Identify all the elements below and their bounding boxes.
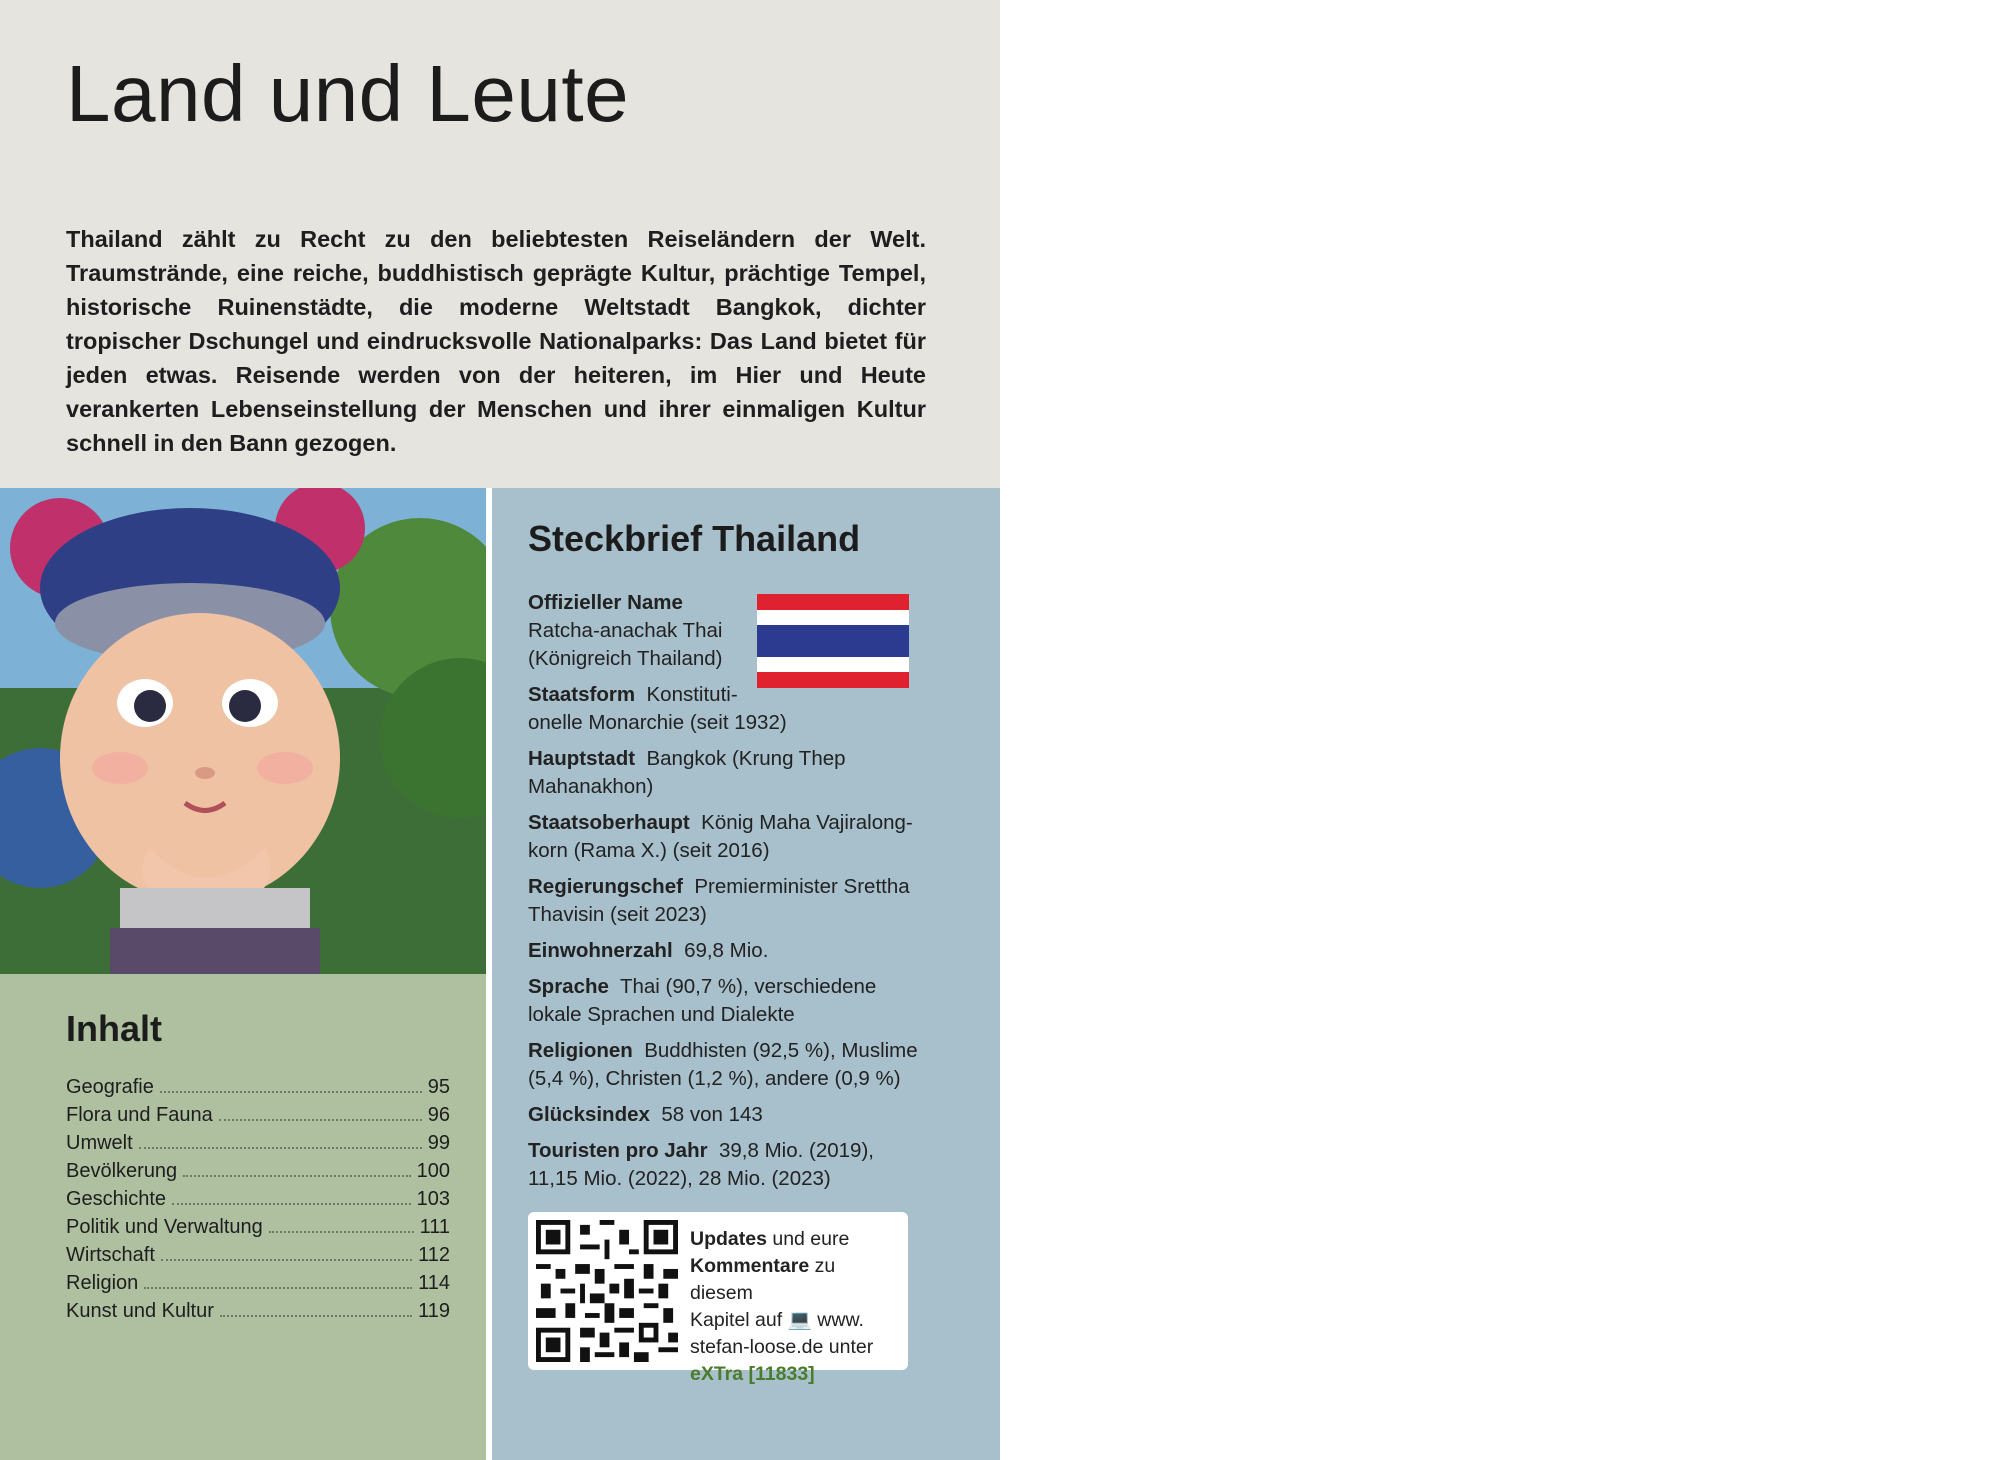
toc-item[interactable]: Politik und Verwaltung 111 xyxy=(66,1216,450,1238)
doll-photo xyxy=(0,488,486,974)
inhalt-title: Inhalt xyxy=(66,1008,162,1049)
fact-gluecksindex: Glücksindex 58 von 143 xyxy=(528,1103,763,1126)
fact-staatsoberhaupt: Staatsoberhaupt König Maha Vajiralong- korn (Rama X.) (seit 2016) xyxy=(528,811,913,862)
table-of-contents xyxy=(66,1076,450,1328)
toc-item[interactable]: Kunst und Kultur 119 xyxy=(66,1300,450,1322)
computer-icon: 💻 xyxy=(787,1309,812,1331)
fact-hauptstadt: Hauptstadt Bangkok (Krung Thep Mahanakhon) xyxy=(528,747,846,798)
intro-text: Thailand zählt zu Recht zu den beliebtesten Reiseländern der Welt. Traumstrände, eine reiche, buddhistisch geprägte Kultur, prächtige Tempel, historische Ruinenstädte, die moderne Weltstadt Bangkok, dichter tropischer Dschungel und eindrucksvolle Nationalparks: Das Land bietet für jeden etwas. Reisende werden von der heiteren, im Hier und Heute verankerten Lebenseinstellung der Menschen und ihrer einmaligen Kultur schnell in den Bann gezogen. xyxy=(66,226,926,456)
fact-religionen: Religionen Buddhisten (92,5 %), Muslime (5,4 %), Christen (1,2 %), andere (0,9 %) xyxy=(528,1039,918,1090)
toc-item[interactable]: Religion 114 xyxy=(66,1272,450,1294)
qr-text: Updates und eure Kommentare zu diesem Kapitel auf 💻 www. stefan-loose.de unter eXTra [11833] xyxy=(690,1228,874,1385)
fact-touristen: Touristen pro Jahr 39,8 Mio. (2019), 11,15 Mio. (2022), 28 Mio. (2023) xyxy=(528,1139,874,1190)
right-page xyxy=(1000,0,2000,1460)
fact-einwohnerzahl: Einwohnerzahl 69,8 Mio. xyxy=(528,939,769,962)
qr-code-icon[interactable] xyxy=(536,1220,678,1362)
toc-item[interactable]: Wirtschaft 112 xyxy=(66,1244,450,1266)
chapter-title: Land und Leute xyxy=(66,49,630,138)
fact-staatsform: Staatsform Konstituti- onelle Monarchie (seit 1932) xyxy=(528,683,787,734)
toc-item[interactable]: Geschichte 103 xyxy=(66,1188,450,1210)
fact-regierungschef: Regierungschef Premierminister Srettha Thavisin (seit 2023) xyxy=(528,875,910,926)
toc-item[interactable]: Flora und Fauna 96 xyxy=(66,1104,450,1126)
flag-stripe xyxy=(757,625,909,657)
fact-official-name: Offizieller Name Ratcha-anachak Thai (Königreich Thailand) xyxy=(528,591,723,670)
flag-stripe xyxy=(757,594,909,610)
toc-item[interactable]: Bevölkerung 100 xyxy=(66,1160,450,1182)
thailand-flag-icon xyxy=(757,594,909,688)
intro-box xyxy=(0,0,1000,488)
toc-item[interactable]: Umwelt 99 xyxy=(66,1132,450,1154)
steckbrief-title: Steckbrief Thailand xyxy=(528,518,861,559)
fact-sprache: Sprache Thai (90,7 %), verschiedene lokale Sprachen und Dialekte xyxy=(528,975,877,1026)
doll-illustration xyxy=(0,488,486,974)
flag-stripe xyxy=(757,610,909,625)
extra-link[interactable]: eXTra [11833] xyxy=(690,1363,815,1385)
flag-stripe xyxy=(757,657,909,672)
toc-item[interactable]: Geografie 95 xyxy=(66,1076,450,1098)
